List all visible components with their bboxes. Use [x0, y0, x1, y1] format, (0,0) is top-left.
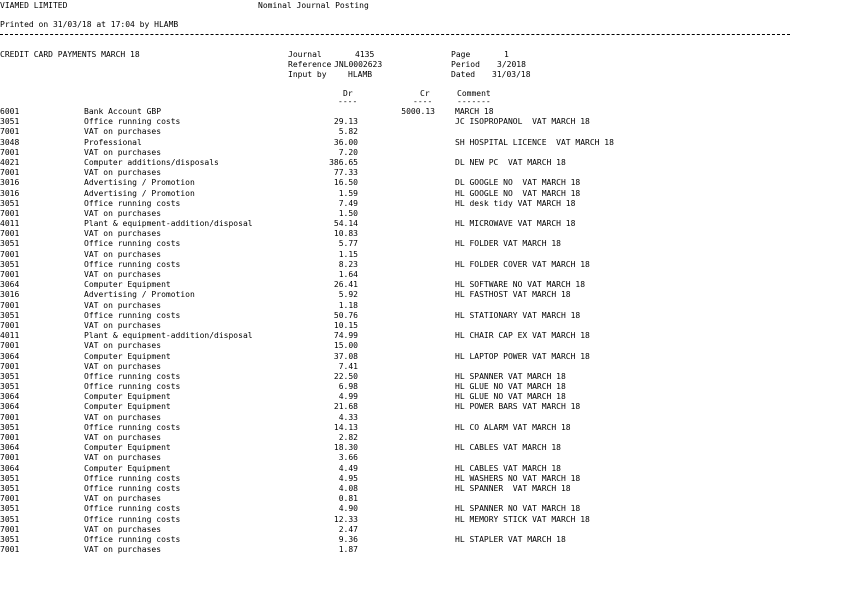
- account-code: 3051: [0, 534, 20, 544]
- account-code: 3051: [0, 514, 20, 524]
- table-row: [0, 239, 842, 249]
- line-comment: HL LAPTOP POWER VAT MARCH 18: [455, 351, 590, 361]
- account-code: 7001: [0, 433, 20, 442]
- line-comment: HL MICROWAVE VAT MARCH 18: [455, 219, 576, 229]
- line-comment: SH HOSPITAL LICENCE VAT MARCH 18: [455, 137, 614, 147]
- table-row: [0, 382, 842, 392]
- table-row: [0, 311, 842, 321]
- account-description: VAT on purchases: [84, 433, 162, 442]
- line-comment: HL CABLES VAT MARCH 18: [455, 443, 561, 453]
- account-code: 3064: [0, 402, 20, 412]
- account-code: 3051: [0, 473, 20, 483]
- debit-amount: 4.95: [338, 473, 358, 483]
- account-description: VAT on purchases: [84, 453, 162, 463]
- table-row: [0, 331, 842, 341]
- table-row: [0, 158, 842, 168]
- debit-amount: 1.15: [338, 249, 358, 259]
- table-row: [0, 341, 842, 351]
- account-description: VAT on purchases: [84, 229, 162, 239]
- account-description: Office running costs: [84, 422, 181, 432]
- account-description: Advertising / Promotion: [84, 178, 195, 188]
- debit-amount: 5.92: [338, 290, 358, 300]
- account-description: Advertising / Promotion: [84, 290, 195, 300]
- line-comment: HL CO ALARM VAT MARCH 18: [455, 422, 571, 432]
- debit-amount: 4.08: [338, 483, 358, 493]
- account-code: 7001: [0, 341, 20, 351]
- account-description: Office running costs: [84, 198, 181, 208]
- line-comment: HL STATIONARY VAT MARCH 18: [455, 310, 581, 320]
- debit-amount: 4.33: [338, 412, 358, 422]
- table-row: [0, 525, 842, 535]
- debit-amount: 54.14: [333, 219, 358, 229]
- account-code: 3051: [0, 483, 20, 493]
- table-row: [0, 453, 842, 463]
- account-description: VAT on purchases: [84, 494, 162, 504]
- account-description: Plant & equipment-addition/disposal: [84, 331, 253, 341]
- account-description: VAT on purchases: [84, 524, 162, 534]
- account-description: Office running costs: [84, 514, 181, 524]
- table-row: [0, 260, 842, 270]
- debit-amount: 2.47: [338, 524, 358, 534]
- debit-amount: 1.64: [338, 270, 358, 279]
- account-code: 3048: [0, 137, 20, 147]
- table-row: [0, 168, 842, 178]
- account-description: Office running costs: [84, 371, 181, 381]
- line-comment: DL GOOGLE NO VAT MARCH 18: [455, 178, 581, 188]
- account-description: VAT on purchases: [84, 412, 162, 422]
- credit-amount: 5000.13: [401, 107, 435, 116]
- dated-value: 31/03/18: [492, 70, 531, 79]
- dated-label: Dated: [451, 70, 476, 79]
- account-description: VAT on purchases: [84, 300, 162, 310]
- table-row: [0, 372, 842, 382]
- account-description: Computer additions/disposals: [84, 157, 219, 167]
- printed-line: Printed on 31/03/18 at 17:04 by HLAMB: [0, 20, 179, 29]
- table-row: [0, 392, 842, 402]
- period-value: 3/2018: [497, 60, 526, 69]
- debit-amount: 26.41: [333, 280, 358, 290]
- line-comment: HL MEMORY STICK VAT MARCH 18: [455, 514, 590, 524]
- comment-header-underline: -------: [457, 97, 491, 106]
- debit-amount: 29.13: [333, 117, 358, 127]
- table-row: [0, 321, 842, 331]
- account-description: Office running costs: [84, 483, 181, 493]
- account-code: 7001: [0, 208, 20, 218]
- account-description: VAT on purchases: [84, 249, 162, 259]
- table-row: [0, 402, 842, 412]
- journal-label: Journal: [288, 50, 322, 59]
- account-code: 3051: [0, 117, 20, 127]
- table-row: [0, 117, 842, 127]
- account-description: Computer Equipment: [84, 280, 171, 290]
- line-comment: HL SOFTWARE NO VAT MARCH 18: [455, 280, 586, 290]
- account-code: 3051: [0, 259, 20, 269]
- table-row: [0, 219, 842, 229]
- input-by-label: Input by: [288, 70, 327, 79]
- account-code: 4011: [0, 331, 20, 341]
- account-code: 3064: [0, 392, 20, 402]
- account-description: Computer Equipment: [84, 463, 171, 473]
- debit-amount: 5.82: [338, 127, 358, 137]
- account-description: VAT on purchases: [84, 208, 162, 218]
- account-code: 3051: [0, 422, 20, 432]
- line-comment: HL CABLES VAT MARCH 18: [455, 463, 561, 473]
- table-row: [0, 127, 842, 137]
- debit-amount: 21.68: [333, 402, 358, 412]
- account-description: Computer Equipment: [84, 402, 171, 412]
- debit-amount: 7.49: [338, 198, 358, 208]
- account-code: 7001: [0, 147, 20, 157]
- debit-amount: 18.30: [333, 443, 358, 453]
- table-row: [0, 535, 842, 545]
- account-code: 3064: [0, 351, 20, 361]
- line-comment: HL FASTHOST VAT MARCH 18: [455, 290, 571, 300]
- line-comment: HL SPANNER VAT MARCH 18: [455, 371, 566, 381]
- account-description: VAT on purchases: [84, 341, 162, 351]
- cr-header-underline: ----: [413, 97, 433, 106]
- page-number: 1: [504, 50, 509, 59]
- account-description: Computer Equipment: [84, 443, 171, 453]
- account-code: 4021: [0, 157, 20, 167]
- account-code: 7001: [0, 494, 20, 504]
- account-code: 7001: [0, 300, 20, 310]
- table-row: [0, 413, 842, 423]
- debit-amount: 10.83: [333, 229, 358, 239]
- account-code: 7001: [0, 524, 20, 534]
- table-row: [0, 423, 842, 433]
- debit-amount: 10.15: [333, 320, 358, 330]
- line-comment: HL POWER BARS VAT MARCH 18: [455, 402, 581, 412]
- account-code: 6001: [0, 107, 20, 116]
- account-description: Plant & equipment-addition/disposal: [84, 219, 253, 229]
- account-description: Office running costs: [84, 534, 181, 544]
- line-comment: HL SPANNER NO VAT MARCH 18: [455, 504, 581, 514]
- table-row: [0, 443, 842, 453]
- table-row: [0, 433, 842, 443]
- debit-amount: 77.33: [333, 168, 358, 178]
- table-row: [0, 178, 842, 188]
- input-by-value: HLAMB: [348, 70, 373, 79]
- table-row: [0, 280, 842, 290]
- debit-amount: 386.65: [329, 157, 358, 167]
- account-description: Professional: [84, 137, 142, 147]
- account-description: Office running costs: [84, 473, 181, 483]
- table-row: [0, 270, 842, 280]
- account-description: Office running costs: [84, 382, 181, 392]
- account-code: 3051: [0, 310, 20, 320]
- account-code: 3051: [0, 382, 20, 392]
- account-description: VAT on purchases: [84, 270, 162, 279]
- account-code: 7001: [0, 361, 20, 371]
- table-row: [0, 209, 842, 219]
- table-row: [0, 352, 842, 362]
- account-code: 7001: [0, 270, 20, 279]
- account-description: Office running costs: [84, 504, 181, 514]
- debit-amount: 8.23: [338, 259, 358, 269]
- account-description: Office running costs: [84, 259, 181, 269]
- journal-number: 4135: [355, 50, 375, 59]
- account-description: VAT on purchases: [84, 168, 162, 178]
- cr-column-header: Cr: [420, 89, 430, 98]
- table-row: [0, 250, 842, 260]
- debit-amount: 37.08: [333, 351, 358, 361]
- debit-amount: 50.76: [333, 310, 358, 320]
- account-code: 7001: [0, 229, 20, 239]
- account-code: 3016: [0, 178, 20, 188]
- debit-amount: 0.81: [338, 494, 358, 504]
- debit-amount: 4.99: [338, 392, 358, 402]
- debit-amount: 2.82: [338, 433, 358, 442]
- debit-amount: 12.33: [333, 514, 358, 524]
- dr-column-header: Dr: [343, 89, 353, 98]
- account-code: 4011: [0, 219, 20, 229]
- reference-label: Reference: [288, 60, 332, 69]
- table-row: [0, 474, 842, 484]
- debit-amount: 15.00: [333, 341, 358, 351]
- account-description: Computer Equipment: [84, 392, 171, 402]
- company-name: VIAMED LIMITED: [0, 1, 68, 10]
- report-title: Nominal Journal Posting: [258, 1, 369, 10]
- line-comment: HL WASHERS NO VAT MARCH 18: [455, 473, 581, 483]
- account-description: VAT on purchases: [84, 361, 162, 371]
- account-description: Office running costs: [84, 117, 181, 127]
- table-row: [0, 504, 842, 514]
- account-code: 3051: [0, 504, 20, 514]
- debit-amount: 1.18: [338, 300, 358, 310]
- line-comment: HL FOLDER COVER VAT MARCH 18: [455, 259, 590, 269]
- account-description: VAT on purchases: [84, 147, 162, 157]
- period-label: Period: [451, 60, 480, 69]
- account-code: 7001: [0, 127, 20, 137]
- line-comment: HL GLUE NO VAT MARCH 18: [455, 382, 566, 392]
- account-code: 7001: [0, 249, 20, 259]
- line-comment: HL STAPLER VAT MARCH 18: [455, 534, 566, 544]
- table-row: [0, 107, 842, 117]
- line-comment: HL GOOGLE NO VAT MARCH 18: [455, 188, 581, 198]
- account-code: 7001: [0, 412, 20, 422]
- account-description: Advertising / Promotion: [84, 188, 195, 198]
- dr-header-underline: ----: [338, 97, 358, 106]
- table-row: [0, 301, 842, 311]
- account-code: 3064: [0, 463, 20, 473]
- debit-amount: 36.00: [333, 137, 358, 147]
- line-comment: MARCH 18: [455, 107, 494, 116]
- table-row: [0, 138, 842, 148]
- table-row: [0, 515, 842, 525]
- table-row: [0, 545, 842, 555]
- account-description: VAT on purchases: [84, 127, 162, 137]
- debit-amount: 7.20: [338, 147, 358, 157]
- account-code: 3016: [0, 188, 20, 198]
- debit-amount: 1.59: [338, 188, 358, 198]
- debit-amount: 4.49: [338, 463, 358, 473]
- page-label: Page: [451, 50, 471, 59]
- debit-amount: 5.77: [338, 239, 358, 249]
- debit-amount: 7.41: [338, 361, 358, 371]
- account-description: Bank Account GBP: [84, 107, 162, 116]
- debit-amount: 14.13: [333, 422, 358, 432]
- table-row: [0, 494, 842, 504]
- table-row: [0, 362, 842, 372]
- header-divider: [0, 34, 790, 35]
- line-comment: HL SPANNER VAT MARCH 18: [455, 483, 571, 493]
- debit-amount: 1.50: [338, 208, 358, 218]
- table-row: [0, 229, 842, 239]
- account-code: 7001: [0, 320, 20, 330]
- debit-amount: 16.50: [333, 178, 358, 188]
- table-row: [0, 189, 842, 199]
- debit-amount: 4.90: [338, 504, 358, 514]
- table-row: [0, 464, 842, 474]
- line-comment: JC ISOPROPANOL VAT MARCH 18: [455, 117, 590, 127]
- account-code: 3064: [0, 443, 20, 453]
- account-code: 3051: [0, 198, 20, 208]
- account-code: 3016: [0, 290, 20, 300]
- debit-amount: 22.50: [333, 371, 358, 381]
- debit-amount: 9.36: [338, 534, 358, 544]
- line-comment: HL GLUE NO VAT MARCH 18: [455, 392, 566, 402]
- journal-description: CREDIT CARD PAYMENTS MARCH 18: [0, 50, 140, 59]
- account-description: Computer Equipment: [84, 351, 171, 361]
- journal-lines: [0, 107, 842, 555]
- account-code: 7001: [0, 453, 20, 463]
- account-code: 3051: [0, 239, 20, 249]
- comment-column-header: Comment: [457, 89, 491, 98]
- line-comment: HL desk tidy VAT MARCH 18: [455, 198, 576, 208]
- table-row: [0, 290, 842, 300]
- account-description: Office running costs: [84, 310, 181, 320]
- debit-amount: 74.99: [333, 331, 358, 341]
- line-comment: HL CHAIR CAP EX VAT MARCH 18: [455, 331, 590, 341]
- account-description: VAT on purchases: [84, 320, 162, 330]
- debit-amount: 1.87: [338, 545, 358, 555]
- line-comment: HL FOLDER VAT MARCH 18: [455, 239, 561, 249]
- account-description: Office running costs: [84, 239, 181, 249]
- line-comment: DL NEW PC VAT MARCH 18: [455, 157, 566, 167]
- table-row: [0, 199, 842, 209]
- account-description: VAT on purchases: [84, 545, 162, 555]
- table-row: [0, 148, 842, 158]
- account-code: 7001: [0, 545, 20, 555]
- account-code: 3051: [0, 371, 20, 381]
- account-code: 7001: [0, 168, 20, 178]
- reference-value: JNL0002623: [334, 60, 383, 69]
- account-code: 3064: [0, 280, 20, 290]
- debit-amount: 6.98: [338, 382, 358, 392]
- debit-amount: 3.66: [338, 453, 358, 463]
- table-row: [0, 484, 842, 494]
